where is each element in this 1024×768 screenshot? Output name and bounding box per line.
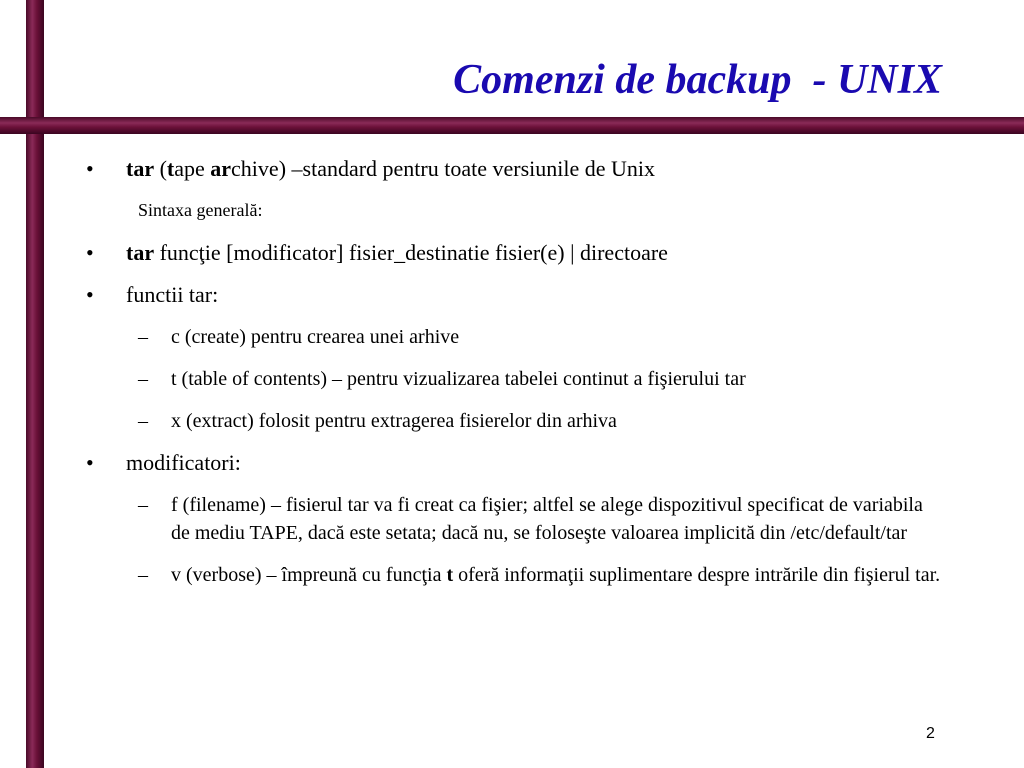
dash-marker: – <box>138 368 148 390</box>
bullet-tar-syntax <box>86 239 946 266</box>
bullet-tar-intro <box>86 155 946 182</box>
bullet-text: modificatori: <box>126 450 241 475</box>
bullet-functions <box>86 281 946 308</box>
dash-marker: – <box>138 410 148 432</box>
bold-letters: ar <box>210 156 232 181</box>
page-number: 2 <box>926 725 935 742</box>
bold-letter: t <box>446 564 454 586</box>
bullet-marker: • <box>86 450 94 475</box>
syntax-label: Sintaxa generală: <box>138 200 263 220</box>
function-item-table <box>86 365 946 393</box>
vertical-accent-bar <box>26 0 44 768</box>
bullet-text: funcţie [modificator] fisier_destinatie fisier(e) | directoare <box>154 240 668 265</box>
dash-marker: – <box>138 326 148 348</box>
slide-title: Comenzi de backup - UNIX <box>453 57 942 103</box>
slide-content <box>86 155 946 603</box>
function-text: x (extract) folosit pentru extragerea fisierelor din arhiva <box>171 410 617 432</box>
modifier-item-verbose <box>86 561 946 589</box>
bullet-marker: • <box>86 282 94 307</box>
modifier-text: v (verbose) – împreună cu funcţia <box>171 564 447 586</box>
bullet-marker: • <box>86 240 94 265</box>
bullet-modifiers <box>86 449 946 476</box>
bullet-text: chive) –standard pentru toate versiunile de Unix <box>231 156 656 181</box>
modifier-text: oferă informaţii suplimentare despre intrările din fişierul tar. <box>453 564 941 586</box>
function-item-extract <box>86 407 946 435</box>
function-text: t (table of contents) – pentru vizualizarea tabelei continut a fişierului tar <box>171 368 746 390</box>
bold-letter: t <box>166 156 175 181</box>
horizontal-accent-bar <box>0 117 1024 134</box>
function-text: c (create) pentru crearea unei arhive <box>171 326 460 348</box>
modifier-item-filename <box>86 491 946 547</box>
dash-marker: – <box>138 494 148 516</box>
bullet-text: functii tar: <box>126 282 219 307</box>
tar-keyword: tar <box>126 156 155 181</box>
bullet-text: ( <box>154 156 167 181</box>
modifier-text: f (filename) – fisierul tar va fi creat ca fişier; altfel se alege dispozitivul specificat de variabila de mediu TAPE, dacă este setata; dacă nu, se foloseşte valoarea implicită din /etc/default/tar <box>171 494 923 544</box>
tar-keyword: tar <box>126 240 155 265</box>
dash-marker: – <box>138 564 148 586</box>
function-item-create <box>86 323 946 351</box>
bullet-marker: • <box>86 156 94 181</box>
bullet-text: ape <box>174 156 211 181</box>
